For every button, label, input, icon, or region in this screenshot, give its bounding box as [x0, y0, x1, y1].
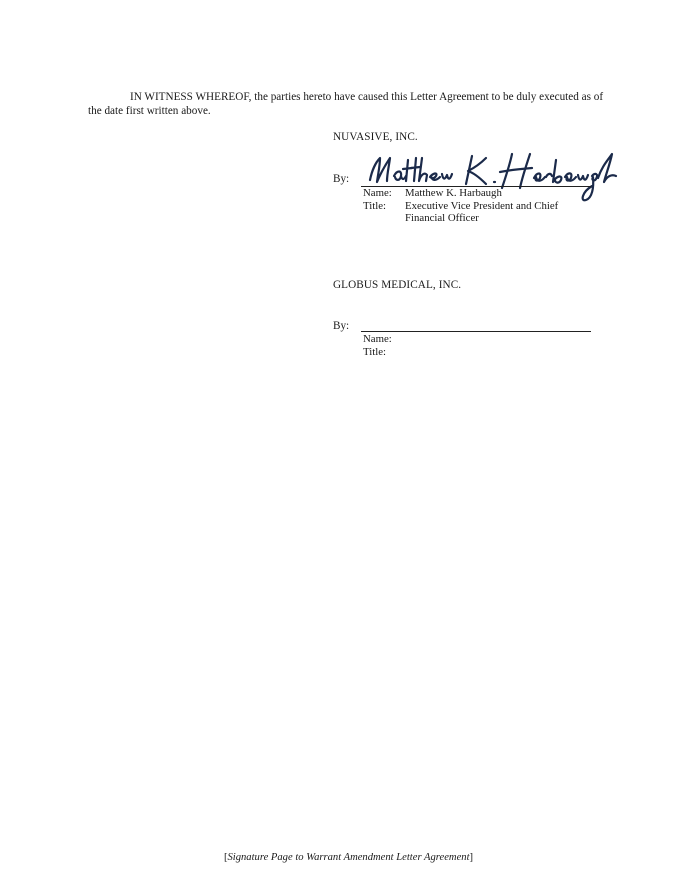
- company-name-nuvasive: NUVASIVE, INC.: [333, 131, 418, 143]
- footer-close-bracket: ]: [469, 852, 474, 863]
- by-label: By:: [333, 173, 350, 185]
- by-label: By:: [333, 320, 350, 332]
- signature-line: [361, 331, 591, 332]
- footer-open-bracket: [: [223, 852, 228, 863]
- title-label: Title:: [363, 200, 387, 212]
- name-label: Name:: [363, 187, 392, 199]
- company-name-globus: GLOBUS MEDICAL, INC.: [333, 279, 462, 291]
- name-value: Matthew K. Harbaugh: [405, 187, 502, 199]
- title-label: Title:: [363, 346, 387, 358]
- name-label: Name:: [363, 333, 392, 345]
- page-footer: [0, 852, 697, 863]
- footer-text: Signature Page to Warrant Amendment Letter Agreement: [227, 852, 470, 863]
- title-value-continued: Financial Officer: [405, 212, 479, 224]
- title-value: Executive Vice President and Chief: [405, 200, 559, 212]
- handwritten-signature: [360, 148, 620, 208]
- witness-paragraph: IN WITNESS WHEREOF, the parties hereto have caused this Letter Agreement to be duly executed as of the date first written above.: [88, 91, 604, 117]
